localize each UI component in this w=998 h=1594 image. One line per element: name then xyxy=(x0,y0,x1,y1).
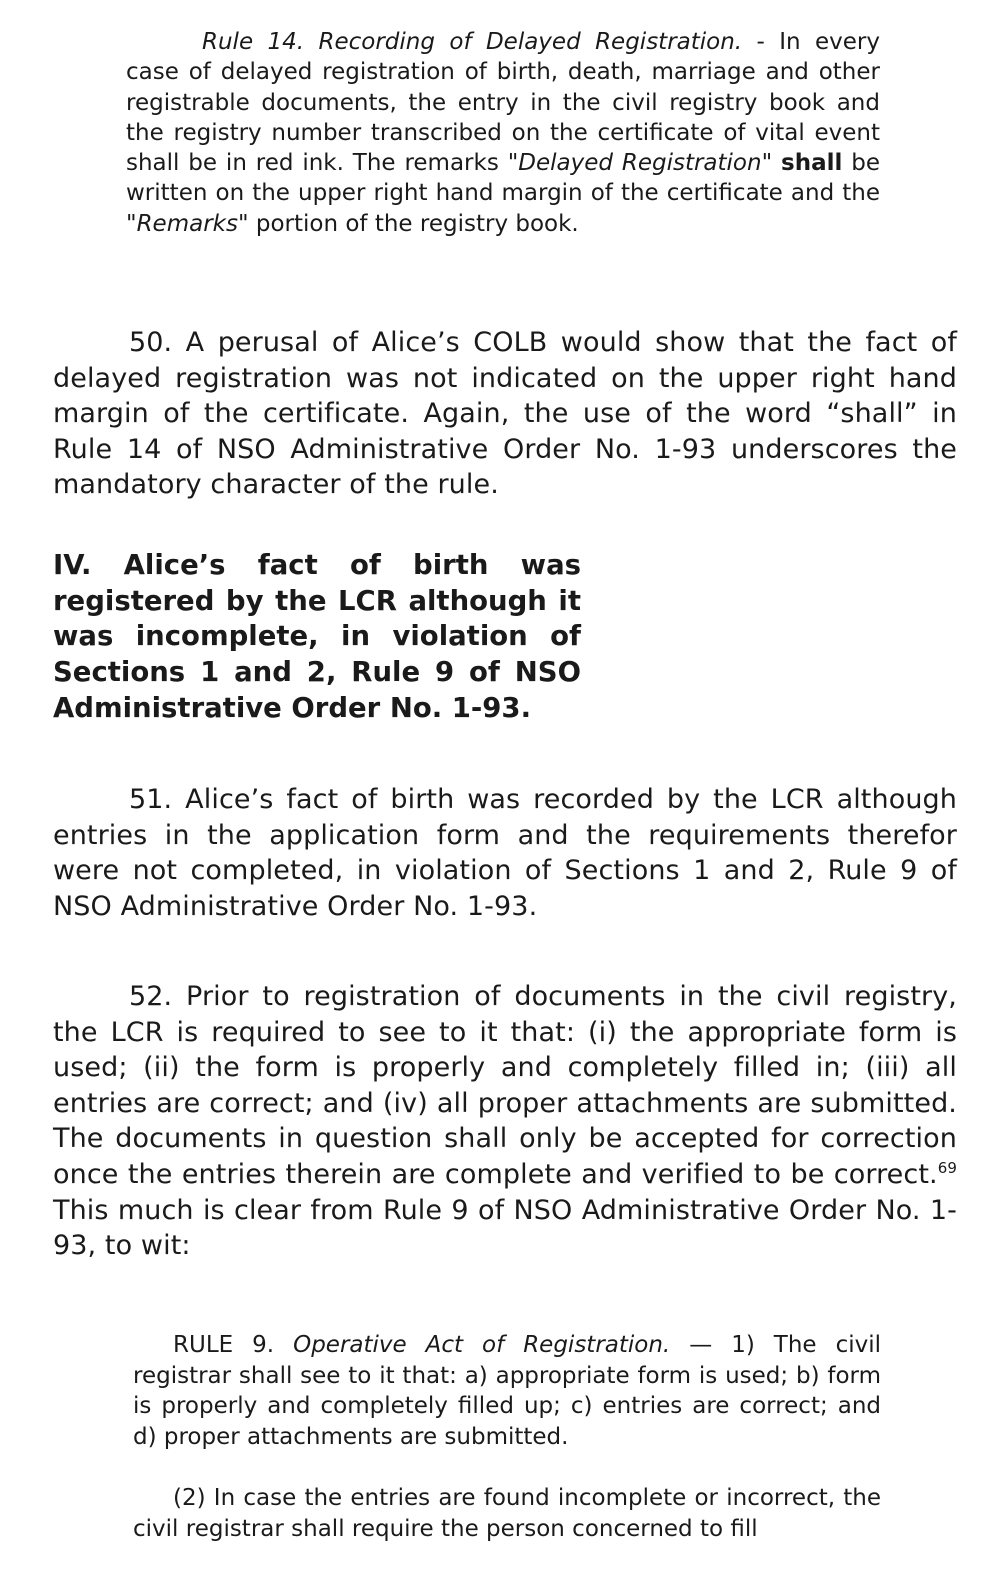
rule14-remark-remarks: "Remarks" xyxy=(126,210,249,237)
rule9-title: Operative Act of Registration. xyxy=(293,1332,671,1358)
paragraph-52-text-b: This much is clear from Rule 9 of NSO Administrative Order No. 1-93, to wit: xyxy=(53,1194,957,1262)
paragraph-52 xyxy=(53,979,957,1264)
rule14-shall-bold: shall xyxy=(781,150,843,177)
rule9-text: — 1) The civil registrar shall see to it that: a) appropriate form is used; b) form is properly and completely filled up; c) entries are correct; and d) proper attachments are submitted. xyxy=(133,1332,881,1450)
paragraph-52-text-a: 52. Prior to registration of documents in the civil registry, the LCR is required to see to it that: (i) the appropriate form is used; (ii) the form is properly and completely filled in; (iii) all entries are correct; and (iv) all proper attachments are submitted. The documents in question shall only be accepted for correction once the entries therein are complete and verified to be correct. xyxy=(53,981,957,1190)
rule14-remark-delayed: "Delayed Registration" xyxy=(507,150,773,177)
section-heading-iv: IV. Alice’s fact of birth was registered by the LCR although it was incomplete, in violation of Sections 1 and 2, Rule 9 of NSO Administrative Order No. 1-93. xyxy=(53,549,581,724)
rule14-text-c: portion of the registry book. xyxy=(248,210,579,237)
rule14-text-a: - In every case of delayed registration of birth, death, marriage and other registrable documents, the entry in the civil registry book and the registry number transcribed on the certificate of vital event shall be in red ink. The remarks xyxy=(126,29,880,177)
rule9-paragraph-1 xyxy=(133,1330,881,1452)
rule14-text-b: be written on the upper right hand margin of the certificate and the xyxy=(126,150,881,207)
rule9-block-quote xyxy=(133,1330,881,1452)
rule9-paragraph-2: (2) In case the entries are found incomplete or incorrect, the civil registrar shall require the person concerned to fill xyxy=(133,1485,881,1542)
paragraph-51: 51. Alice’s fact of birth was recorded by the LCR although entries in the application form and the requirements therefor were not completed, in violation of Sections 1 and 2, Rule 9 of NSO Administrative Order No. 1-93. xyxy=(53,784,957,922)
paragraph-50: 50. A perusal of Alice’s COLB would show that the fact of delayed registration was not indicated on the upper right hand margin of the certificate. Again, the use of the word “shall” in Rule 14 of NSO Administrative Order No. 1-93 underscores the mandatory character of the rule. xyxy=(53,327,957,501)
rule14-title: Rule 14. Recording of Delayed Registration. xyxy=(202,29,743,55)
rule14-block-quote xyxy=(126,27,880,239)
rule14-paragraph xyxy=(126,27,880,239)
rule9-label: RULE 9. xyxy=(173,1332,294,1358)
footnote-ref-69: 69 xyxy=(937,1158,957,1177)
